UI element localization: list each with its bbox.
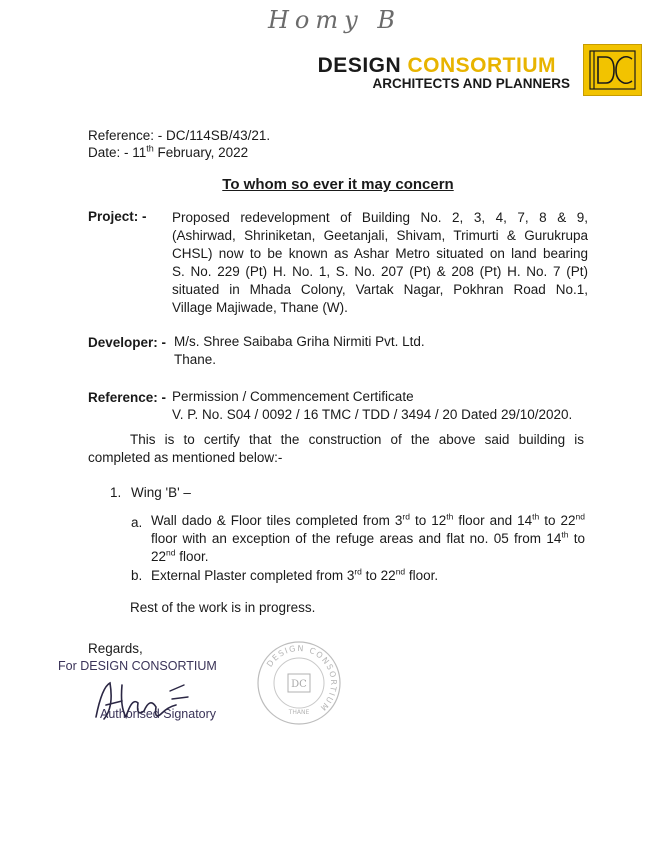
permission-details bbox=[172, 388, 572, 424]
seal-logo-text: DC bbox=[291, 679, 307, 690]
project-line: situated in Mhada Colony, Vartak Nagar, Pokhran Road No.1, bbox=[172, 282, 588, 297]
signature bbox=[92, 677, 202, 732]
item-a-marker: a. bbox=[131, 515, 143, 530]
permission-label: Reference: - bbox=[88, 390, 167, 405]
item-a-line: floor with an exception of the refuge areas and flat no. 05 from 14th to bbox=[151, 529, 585, 546]
item-a-line: 22nd floor. bbox=[151, 547, 209, 564]
company-name-part2: CONSORTIUM bbox=[407, 54, 556, 77]
certify-line2: completed as mentioned below:- bbox=[88, 450, 283, 465]
handwritten-note: Homy B bbox=[268, 6, 401, 34]
certify-line1: This is to certify that the construction of the above said building is bbox=[130, 432, 584, 447]
dc-logo-icon bbox=[584, 45, 641, 95]
company-tagline: ARCHITECTS AND PLANNERS bbox=[372, 76, 570, 91]
developer-details bbox=[174, 333, 425, 369]
for-company-stamp: For DESIGN CONSORTIUM bbox=[58, 659, 217, 673]
company-seal bbox=[256, 640, 342, 726]
developer-label: Developer: - bbox=[88, 335, 167, 350]
reference-number: Reference: - DC/114SB/43/21. bbox=[88, 128, 271, 143]
permission-line2: V. P. No. S04 / 0092 / 16 TMC / TDD / 3494 / 20 Dated 29/10/2020. bbox=[172, 407, 573, 422]
project-line: (Ashirwad, Shriniketan, Geetanjali, Shivam, Trimurti & Gurukrupa bbox=[172, 228, 588, 243]
item-a-text bbox=[151, 512, 585, 566]
date-sup: th bbox=[146, 143, 154, 154]
project-label: Project: - bbox=[88, 209, 147, 224]
company-logo bbox=[583, 44, 642, 96]
certify-text bbox=[88, 431, 584, 467]
item-b-text: External Plaster completed from 3rd to 22nd floor. bbox=[151, 566, 439, 583]
date-prefix: Date: - 11 bbox=[88, 145, 147, 160]
project-line: Proposed redevelopment of Building No. 2, 3, 4, 7, 8 & 9, bbox=[172, 210, 588, 225]
signatory-label: Authorised Signatory bbox=[100, 707, 217, 721]
company-name bbox=[318, 54, 556, 78]
rest-statement: Rest of the work is in progress. bbox=[130, 600, 316, 615]
developer-name: M/s. Shree Saibaba Griha Nirmiti Pvt. Ltd. bbox=[174, 334, 425, 349]
company-name-part1: DESIGN bbox=[317, 54, 402, 77]
project-line: CHSL) now to be known as Ashar Metro situated on land bearing bbox=[172, 246, 588, 261]
signature-icon bbox=[92, 677, 202, 727]
seal-icon bbox=[256, 640, 342, 726]
seal-outer-text: DESIGN CONSORTIUM bbox=[265, 643, 339, 714]
permission-line1: Permission / Commencement Certificate bbox=[172, 389, 414, 404]
regards: Regards, bbox=[88, 641, 143, 656]
letter-date bbox=[88, 145, 248, 160]
developer-city: Thane. bbox=[174, 352, 217, 367]
wing-number: 1. bbox=[110, 485, 122, 500]
project-description bbox=[172, 209, 588, 317]
wing-label: Wing 'B' – bbox=[131, 485, 191, 500]
project-line: S. No. 229 (Pt) H. No. 1, S. No. 207 (Pt) & 208 (Pt) H. No. 7 (Pt) bbox=[172, 264, 588, 279]
letter-title: To whom so ever it may concern bbox=[222, 176, 454, 193]
item-a-line: Wall dado & Floor tiles completed from 3rd to 12th floor and 14th to 22nd bbox=[151, 511, 586, 528]
date-suffix: February, 2022 bbox=[153, 145, 249, 160]
project-line: Village Majiwade, Thane (W). bbox=[172, 300, 348, 315]
item-b-marker: b. bbox=[131, 568, 143, 583]
seal-city: THANE bbox=[288, 709, 310, 716]
